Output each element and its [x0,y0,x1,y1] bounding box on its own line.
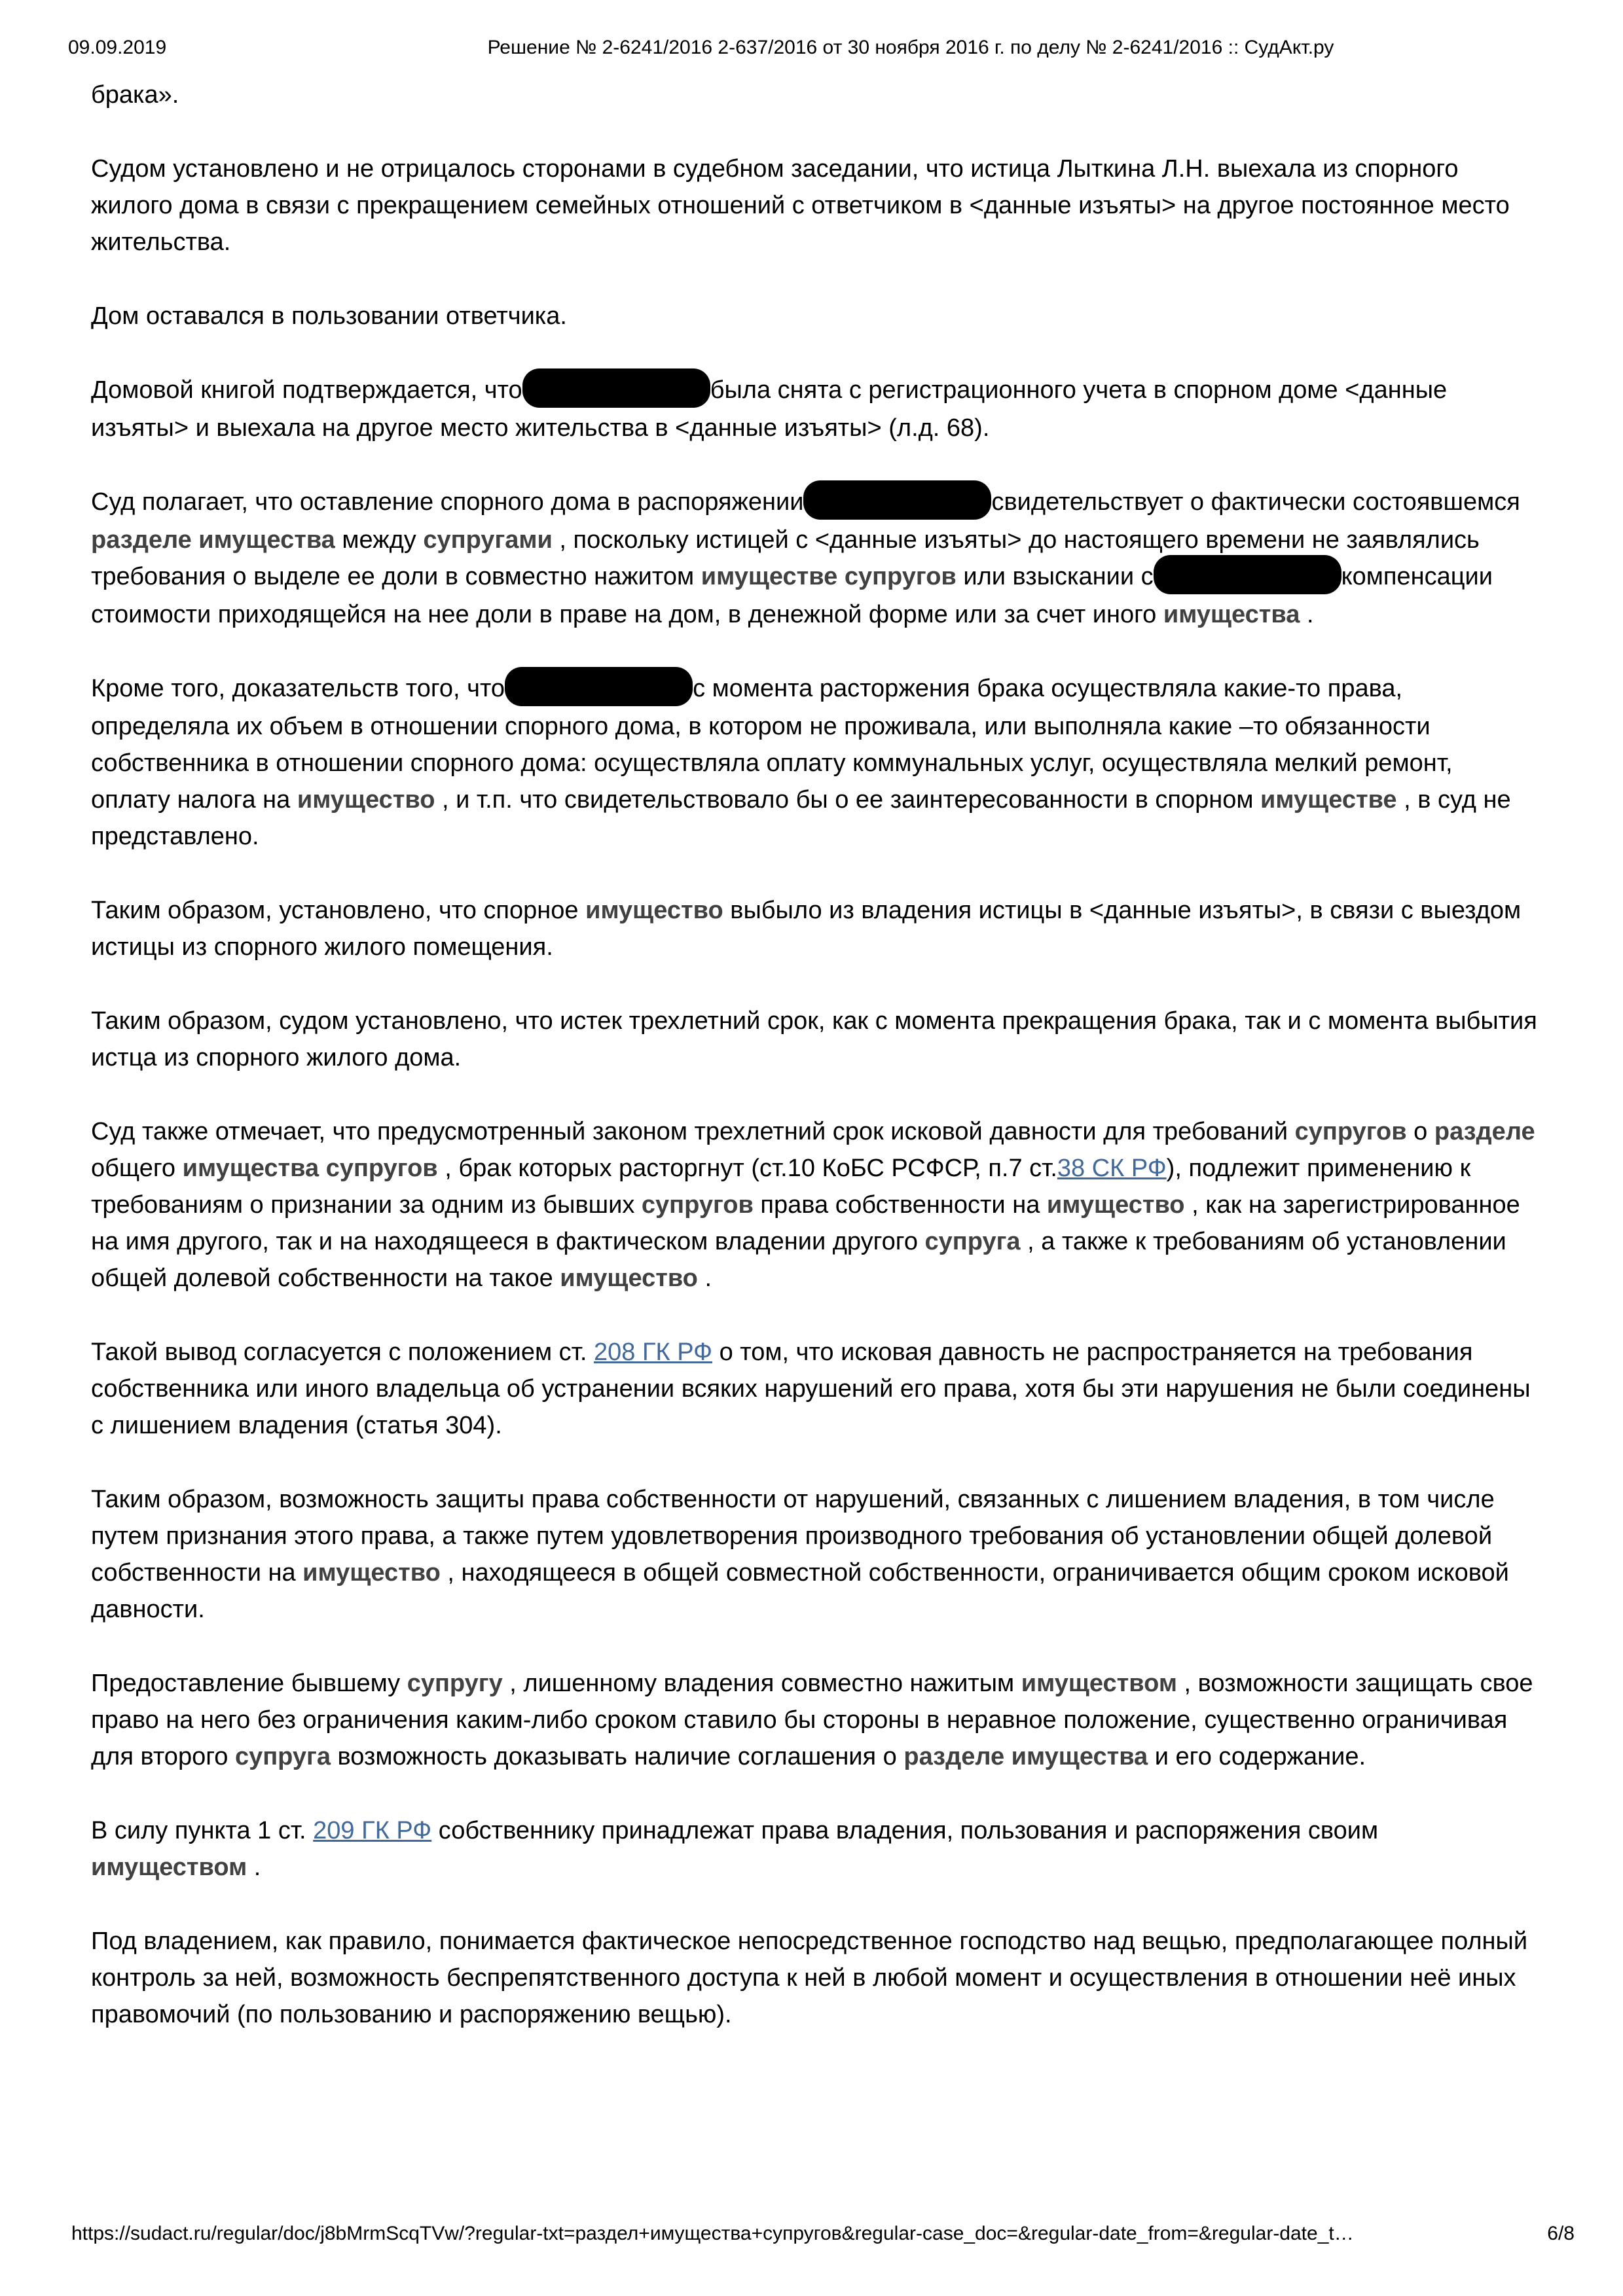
search-highlight-term: супругов [641,1191,754,1219]
text-run: брака». [91,81,179,109]
search-highlight-term: имущество [585,896,723,924]
text-run: Таким образом, установлено, что спорное [91,896,586,924]
text-run: или взыскании с [956,562,1154,590]
print-header-date: 09.09.2019 [68,37,167,58]
search-highlight-term: имуществом [91,1853,247,1881]
text-run: ), подлежит применению к требованиям о признании за одним из бывших [91,1154,1471,1219]
paragraph [91,484,1539,633]
text-run: , находящееся в общей совместной собственности, ограничивается общим сроком исковой давности. [91,1558,1509,1623]
text-run: была снята с регистрационного учета в спорном доме <данные изъяты> и выехала на другое место жительства в <данные изъяты> (л.д. 68). [91,376,1448,442]
search-highlight-term: супруга [924,1227,1021,1255]
text-run: , лишенному владения совместно нажитым [502,1669,1021,1697]
paragraph [91,1812,1539,1886]
redaction-box [1154,555,1341,594]
text-run: , возможности защищать свое право на него без ограничения каким-либо сроком ставило бы стороны в неравное положение, существенно ограничивая для второго [91,1669,1533,1770]
text-run: Таким образом, судом установлено, что истек трехлетний срок, как с момента прекращения брака, так и с момента выбытия истца из спорного жилого дома. [91,1007,1537,1071]
text-run: компенсации стоимости приходящейся на нее доли в праве на дом, в денежной форме или за счет иного [91,562,1493,628]
text-run: Кроме того, доказательств того, что [91,674,505,702]
text-run: , а также к требованиям об установлении общей долевой собственности на такое [91,1227,1506,1292]
search-highlight-term: имущества [1163,600,1300,628]
text-run: , как на зарегистрированное на имя другого, так и на находящееся в фактическом владении другого [91,1191,1520,1255]
search-highlight-term: разделе имущества [91,526,335,554]
text-run: , поскольку истицей с <данные изъяты> до настоящего времени не заявлялись требования о выделе ее доли в совместно нажитом [91,526,1480,590]
text-run: Дом оставался в пользовании ответчика. [91,302,567,330]
search-highlight-term: разделе [1434,1117,1535,1145]
search-highlight-term: супругов [1294,1117,1407,1145]
search-highlight-term: имущество [297,785,435,814]
text-run: общего [91,1154,183,1182]
text-run: Судом установлено и не отрицалось сторонами в судебном заседании, что истица Лыткина Л.Н. выехала из спорного жилого дома в связи с прекращением семейных отношений с ответчиком в <данные изъяты> на другое постоянное место жительства. [91,155,1510,256]
redaction-box [505,667,693,706]
text-run: права собственности на [753,1191,1047,1219]
print-header-title: Решение № 2-6241/2016 2-637/2016 от 30 ноября 2016 г. по делу № 2-6241/2016 :: СудАкт.ру [487,37,1334,58]
text-run: Суд также отмечает, что предусмотренный законом трехлетний срок исковой давности для требований [91,1117,1295,1145]
text-run: возможность доказывать наличие соглашения о [330,1742,904,1770]
text-run: и его содержание. [1148,1742,1366,1770]
search-highlight-term: имущество [302,1558,441,1587]
text-run: , в суд не представлено. [91,785,1511,850]
text-run: собственнику принадлежат права владения, пользования и распоряжения своим [431,1816,1379,1844]
search-highlight-term: имуществе супругов [701,562,957,590]
text-run: Домовой книгой подтверждается, что [91,376,522,404]
text-run: , и т.п. что свидетельствовало бы о ее заинтересованности в спорном [435,785,1261,814]
text-run: В силу пункта 1 ст. [91,1816,314,1844]
text-run: между [335,526,424,554]
paragraph [91,298,1539,334]
text-run: , брак которых расторгнут (ст.10 КоБС РСФСР, п.7 ст. [437,1154,1057,1182]
text-run: Под владением, как правило, понимается фактическое непосредственное господство над вещью, предполагающее полный контроль за ней, возможность беспрепятственного доступа к ней в любой момент и осуществления в отношении неё иных правомочий (по пользованию и распоряжению вещью). [91,1927,1528,2028]
paragraph [91,151,1539,260]
search-highlight-term: имуществе [1260,785,1397,814]
search-highlight-term: имущество [560,1264,698,1292]
law-reference-link[interactable]: 38 СК РФ [1057,1154,1167,1182]
text-run: . [1300,600,1314,628]
text-run: Таким образом, возможность защиты права собственности от нарушений, связанных с лишением владения, в том числе путем признания этого права, а также путем удовлетворения производного требования об установлении общей долевой собственности на [91,1485,1495,1587]
text-run: выбыло из владения истицы в <данные изъяты>, в связи с выездом истицы из спорного жилого помещения. [91,896,1522,961]
text-run: . [247,1853,261,1881]
redaction-box [803,480,991,520]
text-run: свидетельствует о фактически состоявшемся [991,488,1520,516]
document-body [91,77,1539,2070]
search-highlight-term: разделе имущества [903,1742,1148,1770]
text-run: о [1406,1117,1434,1145]
paragraph [91,77,1539,113]
text-run: о том, что исковая давность не распространяется на требования собственника или иного владельца об устранении всяких нарушений его права, хотя бы эти нарушения не были соединены с лишением владения (статья 304). [91,1338,1531,1439]
paragraph [91,892,1539,965]
text-run: Такой вывод согласуется с положением ст. [91,1338,594,1366]
paragraph [91,1481,1539,1628]
redaction-box [522,368,710,408]
paragraph [91,1665,1539,1775]
paragraph [91,1113,1539,1297]
text-run: Суд полагает, что оставление спорного дома в распоряжении [91,488,804,516]
text-run: Предоставление бывшему [91,1669,407,1697]
search-highlight-term: супругами [423,526,553,554]
search-highlight-term: имущество [1046,1191,1185,1219]
paragraph [91,372,1539,446]
paragraph [91,1003,1539,1076]
search-highlight-term: имущества супругов [182,1154,438,1182]
search-highlight-term: супруга [234,1742,331,1770]
text-run: с момента расторжения брака осуществляла какие-то права, определяла их объем в отношении спорного дома, в котором не проживала, или выполняла какие –то обязанности собственника в отношении спорного дома: осуществляла оплату коммунальных услуг, осуществляла мелкий ремонт, оплату налога на [91,674,1453,814]
paragraph [91,1923,1539,2033]
print-footer-page-number: 6/8 [1547,2223,1575,2244]
search-highlight-term: супругу [407,1669,503,1697]
search-highlight-term: имуществом [1021,1669,1177,1697]
print-footer-url: https://sudact.ru/regular/doc/j8bMrmScqTVw/?regular-txt=раздел+имущества+супругов&regular-case_doc=&regular-date_from=&regular-date_t… [71,2223,1354,2244]
paragraph [91,670,1539,855]
law-reference-link[interactable]: 208 ГК РФ [593,1338,713,1366]
text-run: . [697,1264,712,1292]
law-reference-link[interactable]: 209 ГК РФ [313,1816,432,1844]
paragraph [91,1334,1539,1444]
